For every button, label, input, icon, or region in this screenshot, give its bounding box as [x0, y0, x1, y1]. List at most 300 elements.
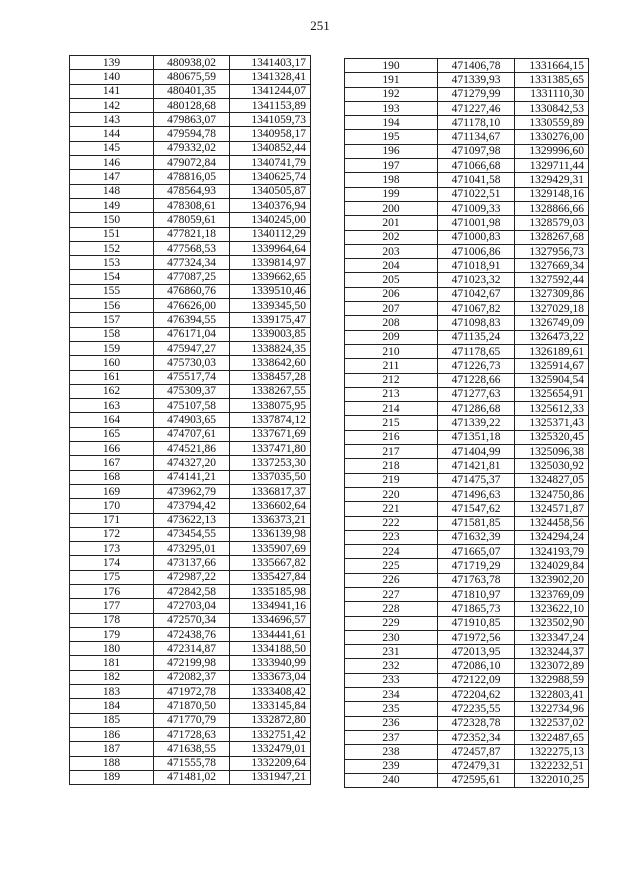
point-number-cell: 173	[70, 542, 154, 556]
table-row	[345, 530, 589, 544]
y-coordinate-cell: 1322275,13	[515, 745, 589, 759]
x-coordinate-cell: 471022,51	[438, 187, 515, 201]
table-row	[70, 484, 311, 498]
point-number-cell: 205	[345, 273, 438, 287]
table-row	[70, 141, 311, 155]
point-number-cell: 193	[345, 101, 438, 115]
table-row	[70, 699, 311, 713]
point-number-cell: 177	[70, 599, 154, 613]
point-number-cell: 234	[345, 688, 438, 702]
table-row	[70, 399, 311, 413]
point-number-cell: 226	[345, 573, 438, 587]
y-coordinate-cell: 1325320,45	[515, 430, 589, 444]
y-coordinate-cell: 1331385,65	[515, 73, 589, 87]
table-row	[345, 688, 589, 702]
y-coordinate-cell: 1338824,35	[230, 341, 311, 355]
y-coordinate-cell: 1338267,55	[230, 384, 311, 398]
table-row	[70, 413, 311, 427]
x-coordinate-cell: 475309,37	[154, 384, 230, 398]
table-row	[70, 456, 311, 470]
x-coordinate-cell: 480401,35	[154, 84, 230, 98]
x-coordinate-cell: 471277,63	[438, 387, 515, 401]
x-coordinate-cell: 471227,46	[438, 101, 515, 115]
table-row	[345, 573, 589, 587]
y-coordinate-cell: 1325612,33	[515, 402, 589, 416]
x-coordinate-cell: 476626,00	[154, 299, 230, 313]
point-number-cell: 183	[70, 685, 154, 699]
table-row	[70, 627, 311, 641]
point-number-cell: 142	[70, 98, 154, 112]
coordinates-table-right	[344, 58, 589, 788]
x-coordinate-cell: 471972,78	[154, 685, 230, 699]
x-coordinate-cell: 471023,32	[438, 273, 515, 287]
y-coordinate-cell: 1339175,47	[230, 313, 311, 327]
table-row	[345, 59, 589, 73]
point-number-cell: 175	[70, 570, 154, 584]
point-number-cell: 192	[345, 87, 438, 101]
x-coordinate-cell: 471910,85	[438, 616, 515, 630]
x-coordinate-cell: 478816,05	[154, 170, 230, 184]
x-coordinate-cell: 478308,61	[154, 198, 230, 212]
x-coordinate-cell: 474903,65	[154, 413, 230, 427]
table-row	[345, 545, 589, 559]
x-coordinate-cell: 471042,67	[438, 287, 515, 301]
table-row	[70, 756, 311, 770]
table-row	[345, 187, 589, 201]
x-coordinate-cell: 471279,99	[438, 87, 515, 101]
x-coordinate-cell: 471066,68	[438, 159, 515, 173]
x-coordinate-cell: 472199,98	[154, 656, 230, 670]
y-coordinate-cell: 1331947,21	[230, 770, 311, 784]
table-row	[345, 359, 589, 373]
y-coordinate-cell: 1336139,98	[230, 527, 311, 541]
table-row	[345, 673, 589, 687]
point-number-cell: 211	[345, 359, 438, 373]
point-number-cell: 148	[70, 184, 154, 198]
y-coordinate-cell: 1337874,12	[230, 413, 311, 427]
y-coordinate-cell: 1335427,84	[230, 570, 311, 584]
table-row	[70, 227, 311, 241]
y-coordinate-cell: 1322988,59	[515, 673, 589, 687]
table-row	[70, 599, 311, 613]
x-coordinate-cell: 479332,02	[154, 141, 230, 155]
table-row	[345, 745, 589, 759]
x-coordinate-cell: 471421,81	[438, 459, 515, 473]
y-coordinate-cell: 1338075,95	[230, 399, 311, 413]
table-row	[345, 259, 589, 273]
table-row	[70, 113, 311, 127]
y-coordinate-cell: 1341244,07	[230, 84, 311, 98]
y-coordinate-cell: 1340245,00	[230, 213, 311, 227]
y-coordinate-cell: 1322734,96	[515, 702, 589, 716]
table-row	[345, 173, 589, 187]
x-coordinate-cell: 472479,31	[438, 759, 515, 773]
x-coordinate-cell: 472595,61	[438, 773, 515, 787]
y-coordinate-cell: 1340852,44	[230, 141, 311, 155]
x-coordinate-cell: 471870,50	[154, 699, 230, 713]
table-row	[345, 430, 589, 444]
table-row	[70, 84, 311, 98]
table-row	[70, 442, 311, 456]
y-coordinate-cell: 1326189,61	[515, 344, 589, 358]
x-coordinate-cell: 475947,27	[154, 341, 230, 355]
table-row	[345, 459, 589, 473]
x-coordinate-cell: 477568,53	[154, 241, 230, 255]
table-row	[70, 241, 311, 255]
point-number-cell: 228	[345, 602, 438, 616]
y-coordinate-cell: 1333673,04	[230, 670, 311, 684]
x-coordinate-cell: 471404,99	[438, 445, 515, 459]
y-coordinate-cell: 1332209,64	[230, 756, 311, 770]
x-coordinate-cell: 474707,61	[154, 427, 230, 441]
point-number-cell: 201	[345, 216, 438, 230]
point-number-cell: 146	[70, 156, 154, 170]
x-coordinate-cell: 480938,02	[154, 56, 230, 70]
table-row	[70, 499, 311, 513]
point-number-cell: 159	[70, 341, 154, 355]
table-row	[70, 584, 311, 598]
y-coordinate-cell: 1324193,79	[515, 545, 589, 559]
x-coordinate-cell: 471098,83	[438, 316, 515, 330]
point-number-cell: 155	[70, 284, 154, 298]
x-coordinate-cell: 472086,10	[438, 659, 515, 673]
point-number-cell: 221	[345, 502, 438, 516]
y-coordinate-cell: 1326473,22	[515, 330, 589, 344]
y-coordinate-cell: 1330842,53	[515, 101, 589, 115]
point-number-cell: 215	[345, 416, 438, 430]
y-coordinate-cell: 1330559,89	[515, 116, 589, 130]
table-row	[70, 556, 311, 570]
point-number-cell: 168	[70, 470, 154, 484]
y-coordinate-cell: 1339814,97	[230, 256, 311, 270]
y-coordinate-cell: 1329148,16	[515, 187, 589, 201]
y-coordinate-cell: 1328579,03	[515, 216, 589, 230]
x-coordinate-cell: 471178,10	[438, 116, 515, 130]
y-coordinate-cell: 1340376,94	[230, 198, 311, 212]
y-coordinate-cell: 1332872,80	[230, 713, 311, 727]
x-coordinate-cell: 471097,98	[438, 144, 515, 158]
y-coordinate-cell: 1327029,18	[515, 302, 589, 316]
table-row	[70, 527, 311, 541]
table-row	[345, 373, 589, 387]
table-row	[345, 473, 589, 487]
point-number-cell: 145	[70, 141, 154, 155]
point-number-cell: 235	[345, 702, 438, 716]
y-coordinate-cell: 1328267,68	[515, 230, 589, 244]
x-coordinate-cell: 472235,55	[438, 702, 515, 716]
table-row	[345, 144, 589, 158]
table-row	[345, 445, 589, 459]
table-row	[345, 416, 589, 430]
table-row	[70, 70, 311, 84]
x-coordinate-cell: 475107,58	[154, 399, 230, 413]
point-number-cell: 141	[70, 84, 154, 98]
point-number-cell: 188	[70, 756, 154, 770]
x-coordinate-cell: 472987,22	[154, 570, 230, 584]
y-coordinate-cell: 1322487,65	[515, 730, 589, 744]
table-row	[345, 645, 589, 659]
x-coordinate-cell: 472122,09	[438, 673, 515, 687]
y-coordinate-cell: 1327956,73	[515, 244, 589, 258]
x-coordinate-cell: 477324,34	[154, 256, 230, 270]
y-coordinate-cell: 1327592,44	[515, 273, 589, 287]
y-coordinate-cell: 1334941,16	[230, 599, 311, 613]
y-coordinate-cell: 1326749,09	[515, 316, 589, 330]
x-coordinate-cell: 477821,18	[154, 227, 230, 241]
point-number-cell: 179	[70, 627, 154, 641]
point-number-cell: 171	[70, 513, 154, 527]
point-number-cell: 139	[70, 56, 154, 70]
table-row	[70, 284, 311, 298]
point-number-cell: 203	[345, 244, 438, 258]
x-coordinate-cell: 471547,62	[438, 502, 515, 516]
point-number-cell: 223	[345, 530, 438, 544]
x-coordinate-cell: 476171,04	[154, 327, 230, 341]
x-coordinate-cell: 471496,63	[438, 487, 515, 501]
table-row	[345, 159, 589, 173]
y-coordinate-cell: 1340625,74	[230, 170, 311, 184]
point-number-cell: 209	[345, 330, 438, 344]
x-coordinate-cell: 471406,78	[438, 59, 515, 73]
point-number-cell: 153	[70, 256, 154, 270]
x-coordinate-cell: 480128,68	[154, 98, 230, 112]
point-number-cell: 180	[70, 642, 154, 656]
point-number-cell: 216	[345, 430, 438, 444]
point-number-cell: 239	[345, 759, 438, 773]
table-row	[70, 184, 311, 198]
table-row	[345, 502, 589, 516]
x-coordinate-cell: 471972,56	[438, 630, 515, 644]
y-coordinate-cell: 1339662,65	[230, 270, 311, 284]
y-coordinate-cell: 1334696,57	[230, 613, 311, 627]
table-row	[345, 244, 589, 258]
point-number-cell: 233	[345, 673, 438, 687]
table-row	[70, 198, 311, 212]
point-number-cell: 219	[345, 473, 438, 487]
x-coordinate-cell: 471475,37	[438, 473, 515, 487]
point-number-cell: 198	[345, 173, 438, 187]
table-row	[70, 656, 311, 670]
point-number-cell: 158	[70, 327, 154, 341]
point-number-cell: 212	[345, 373, 438, 387]
point-number-cell: 182	[70, 670, 154, 684]
x-coordinate-cell: 472438,76	[154, 627, 230, 641]
y-coordinate-cell: 1331110,30	[515, 87, 589, 101]
point-number-cell: 222	[345, 516, 438, 530]
point-number-cell: 164	[70, 413, 154, 427]
table-row	[70, 713, 311, 727]
x-coordinate-cell: 471665,07	[438, 545, 515, 559]
point-number-cell: 166	[70, 442, 154, 456]
point-number-cell: 194	[345, 116, 438, 130]
point-number-cell: 227	[345, 587, 438, 601]
point-number-cell: 230	[345, 630, 438, 644]
y-coordinate-cell: 1324458,56	[515, 516, 589, 530]
x-coordinate-cell: 479863,07	[154, 113, 230, 127]
y-coordinate-cell: 1333145,84	[230, 699, 311, 713]
x-coordinate-cell: 471728,63	[154, 727, 230, 741]
point-number-cell: 151	[70, 227, 154, 241]
y-coordinate-cell: 1323244,37	[515, 645, 589, 659]
y-coordinate-cell: 1335907,69	[230, 542, 311, 556]
table-row	[345, 587, 589, 601]
table-row	[70, 685, 311, 699]
y-coordinate-cell: 1330276,00	[515, 130, 589, 144]
y-coordinate-cell: 1325904,54	[515, 373, 589, 387]
point-number-cell: 157	[70, 313, 154, 327]
y-coordinate-cell: 1337253,30	[230, 456, 311, 470]
x-coordinate-cell: 473962,79	[154, 484, 230, 498]
point-number-cell: 184	[70, 699, 154, 713]
x-coordinate-cell: 471041,58	[438, 173, 515, 187]
x-coordinate-cell: 475730,03	[154, 356, 230, 370]
x-coordinate-cell: 471719,29	[438, 559, 515, 573]
x-coordinate-cell: 471009,33	[438, 201, 515, 215]
table-row	[345, 630, 589, 644]
point-number-cell: 218	[345, 459, 438, 473]
x-coordinate-cell: 479072,84	[154, 156, 230, 170]
x-coordinate-cell: 472703,04	[154, 599, 230, 613]
page-number: 251	[310, 18, 330, 33]
x-coordinate-cell: 471351,18	[438, 430, 515, 444]
table-row	[345, 659, 589, 673]
x-coordinate-cell: 471135,24	[438, 330, 515, 344]
y-coordinate-cell: 1329996,60	[515, 144, 589, 158]
x-coordinate-cell: 471865,73	[438, 602, 515, 616]
coordinates-table-left	[69, 55, 311, 785]
point-number-cell: 189	[70, 770, 154, 784]
y-coordinate-cell: 1333408,42	[230, 685, 311, 699]
table-row	[70, 356, 311, 370]
point-number-cell: 150	[70, 213, 154, 227]
y-coordinate-cell: 1341153,89	[230, 98, 311, 112]
table-row	[345, 330, 589, 344]
point-number-cell: 200	[345, 201, 438, 215]
table-row	[70, 327, 311, 341]
table-row	[345, 302, 589, 316]
point-number-cell: 178	[70, 613, 154, 627]
y-coordinate-cell: 1336817,37	[230, 484, 311, 498]
x-coordinate-cell: 475517,74	[154, 370, 230, 384]
point-number-cell: 199	[345, 187, 438, 201]
point-number-cell: 214	[345, 402, 438, 416]
y-coordinate-cell: 1324571,87	[515, 502, 589, 516]
x-coordinate-cell: 471581,85	[438, 516, 515, 530]
y-coordinate-cell: 1338642,60	[230, 356, 311, 370]
x-coordinate-cell: 474327,20	[154, 456, 230, 470]
x-coordinate-cell: 480675,59	[154, 70, 230, 84]
table-row	[70, 470, 311, 484]
table-row	[345, 402, 589, 416]
y-coordinate-cell: 1332479,01	[230, 742, 311, 756]
table-row	[70, 613, 311, 627]
x-coordinate-cell: 472570,34	[154, 613, 230, 627]
y-coordinate-cell: 1339003,85	[230, 327, 311, 341]
y-coordinate-cell: 1324029,84	[515, 559, 589, 573]
table-row	[345, 616, 589, 630]
table-row	[70, 670, 311, 684]
y-coordinate-cell: 1324294,24	[515, 530, 589, 544]
point-number-cell: 161	[70, 370, 154, 384]
table-row	[345, 216, 589, 230]
table-row	[70, 742, 311, 756]
x-coordinate-cell: 471228,66	[438, 373, 515, 387]
y-coordinate-cell: 1337671,69	[230, 427, 311, 441]
table-row	[70, 727, 311, 741]
table-row	[70, 98, 311, 112]
y-coordinate-cell: 1325654,91	[515, 387, 589, 401]
table-row	[70, 299, 311, 313]
point-number-cell: 197	[345, 159, 438, 173]
x-coordinate-cell: 471018,91	[438, 259, 515, 273]
point-number-cell: 210	[345, 344, 438, 358]
point-number-cell: 174	[70, 556, 154, 570]
table-row	[70, 156, 311, 170]
y-coordinate-cell: 1329429,31	[515, 173, 589, 187]
table-row	[70, 170, 311, 184]
point-number-cell: 149	[70, 198, 154, 212]
table-row	[70, 370, 311, 384]
point-number-cell: 213	[345, 387, 438, 401]
x-coordinate-cell: 471632,39	[438, 530, 515, 544]
point-number-cell: 196	[345, 144, 438, 158]
x-coordinate-cell: 477087,25	[154, 270, 230, 284]
point-number-cell: 240	[345, 773, 438, 787]
y-coordinate-cell: 1323347,24	[515, 630, 589, 644]
y-coordinate-cell: 1322537,02	[515, 716, 589, 730]
point-number-cell: 154	[70, 270, 154, 284]
x-coordinate-cell: 473295,01	[154, 542, 230, 556]
x-coordinate-cell: 478564,93	[154, 184, 230, 198]
point-number-cell: 169	[70, 484, 154, 498]
table-row	[70, 642, 311, 656]
table-row	[345, 273, 589, 287]
x-coordinate-cell: 471286,68	[438, 402, 515, 416]
table-row	[70, 384, 311, 398]
point-number-cell: 167	[70, 456, 154, 470]
x-coordinate-cell: 471770,79	[154, 713, 230, 727]
table-row	[345, 287, 589, 301]
y-coordinate-cell: 1334188,50	[230, 642, 311, 656]
point-number-cell: 162	[70, 384, 154, 398]
x-coordinate-cell: 471134,67	[438, 130, 515, 144]
table-row	[70, 341, 311, 355]
y-coordinate-cell: 1338457,28	[230, 370, 311, 384]
y-coordinate-cell: 1340505,87	[230, 184, 311, 198]
table-row	[345, 759, 589, 773]
point-number-cell: 207	[345, 302, 438, 316]
y-coordinate-cell: 1323622,10	[515, 602, 589, 616]
point-number-cell: 172	[70, 527, 154, 541]
x-coordinate-cell: 471555,78	[154, 756, 230, 770]
y-coordinate-cell: 1327309,86	[515, 287, 589, 301]
point-number-cell: 238	[345, 745, 438, 759]
y-coordinate-cell: 1328866,66	[515, 201, 589, 215]
table-row	[70, 542, 311, 556]
y-coordinate-cell: 1341328,41	[230, 70, 311, 84]
y-coordinate-cell: 1327669,34	[515, 259, 589, 273]
x-coordinate-cell: 471006,86	[438, 244, 515, 258]
x-coordinate-cell: 476394,55	[154, 313, 230, 327]
table-row	[70, 313, 311, 327]
point-number-cell: 195	[345, 130, 438, 144]
y-coordinate-cell: 1337035,50	[230, 470, 311, 484]
table-row	[70, 270, 311, 284]
table-row	[345, 516, 589, 530]
table-row	[345, 201, 589, 215]
x-coordinate-cell: 472842,58	[154, 584, 230, 598]
point-number-cell: 185	[70, 713, 154, 727]
